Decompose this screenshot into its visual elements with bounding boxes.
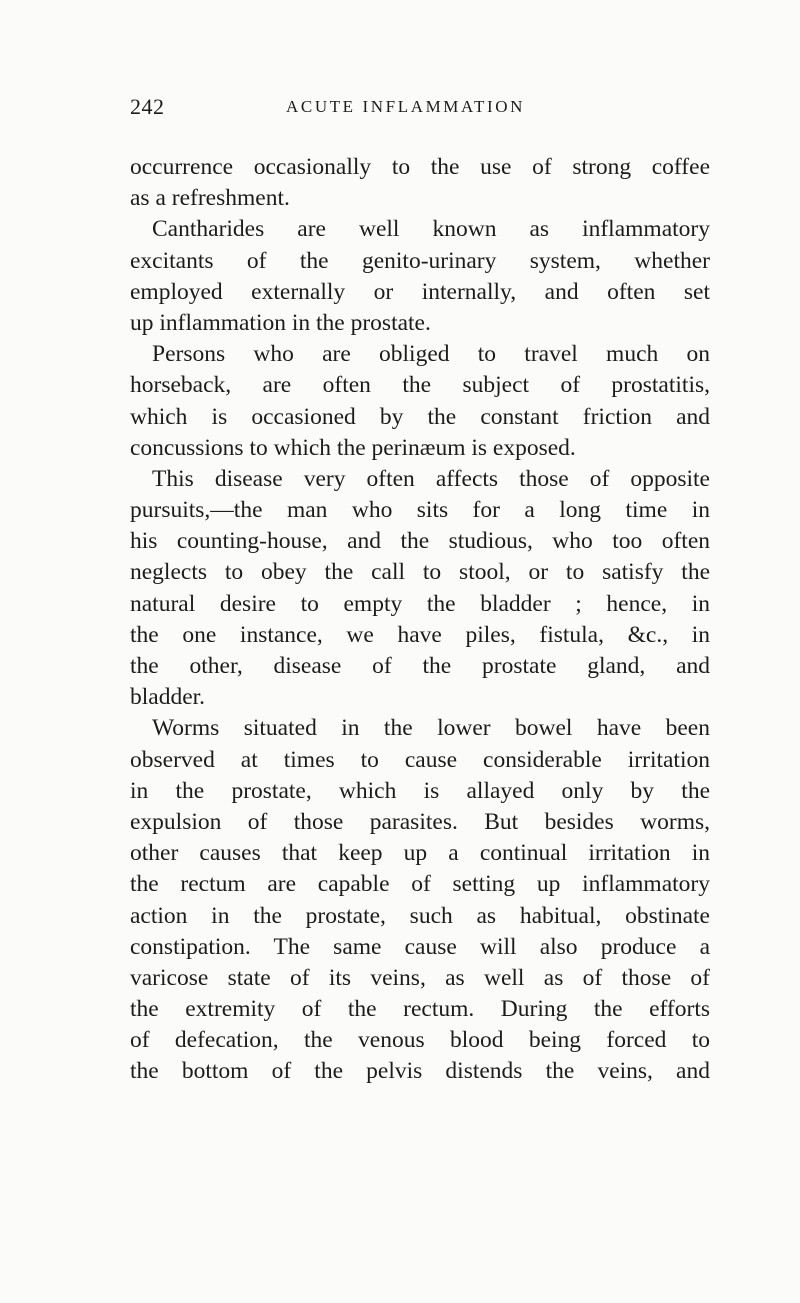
- text-line: natural desire to empty the bladder ; hence, in: [130, 590, 710, 617]
- body-text: [130, 152, 710, 1088]
- text-line: neglects to obey the call to stool, or to satisfy the: [130, 559, 710, 586]
- running-head: ACUTE INFLAMMATION: [286, 97, 525, 116]
- text-line: the bottom of the pelvis distends the veins, and: [130, 1058, 710, 1085]
- text-line: which is occasioned by the constant friction and: [130, 403, 710, 430]
- text-line: Cantharides are well known as inflammatory: [152, 216, 710, 243]
- text-line: of defecation, the venous blood being forced to: [130, 1027, 710, 1054]
- text-line: occurrence occasionally to the use of strong coffee: [130, 154, 710, 180]
- text-line: the other, disease of the prostate gland, and: [130, 653, 710, 679]
- text-line: Worms situated in the lower bowel have been: [152, 715, 710, 742]
- text-line: as a refreshment.: [130, 185, 290, 212]
- text-line: action in the prostate, such as habitual, obstinate: [130, 902, 710, 929]
- text-line: horseback, are often the subject of prostatitis,: [130, 372, 710, 399]
- text-line: This disease very often affects those of opposite: [152, 465, 710, 492]
- text-line: his counting-house, and the studious, who too often: [130, 528, 710, 555]
- text-line: concussions to which the perinæum is exposed.: [130, 434, 576, 461]
- text-line: the one instance, we have piles, fistula, &c., in: [130, 621, 710, 648]
- page-header: [130, 94, 710, 126]
- text-line: up inflammation in the prostate.: [130, 309, 431, 336]
- text-line: the extremity of the rectum. During the efforts: [130, 996, 710, 1023]
- page-number: 242: [130, 94, 165, 119]
- text-line: expulsion of those parasites. But besides worms,: [130, 808, 710, 835]
- text-line: employed externally or internally, and often set: [130, 278, 710, 305]
- text-line: the rectum are capable of setting up inflammatory: [130, 871, 710, 898]
- text-line: in the prostate, which is allayed only by the: [130, 777, 710, 804]
- text-line: constipation. The same cause will also produce a: [130, 933, 710, 960]
- text-line: bladder.: [130, 684, 206, 711]
- text-line: Persons who are obliged to travel much on: [152, 341, 710, 368]
- text-line: observed at times to cause considerable irritation: [130, 746, 710, 773]
- text-line: other causes that keep up a continual irritation in: [130, 840, 710, 867]
- text-line: excitants of the genito-urinary system, whether: [130, 247, 710, 274]
- text-line: varicose state of its veins, as well as of those of: [130, 964, 710, 991]
- text-line: pursuits,—the man who sits for a long time in: [130, 497, 710, 524]
